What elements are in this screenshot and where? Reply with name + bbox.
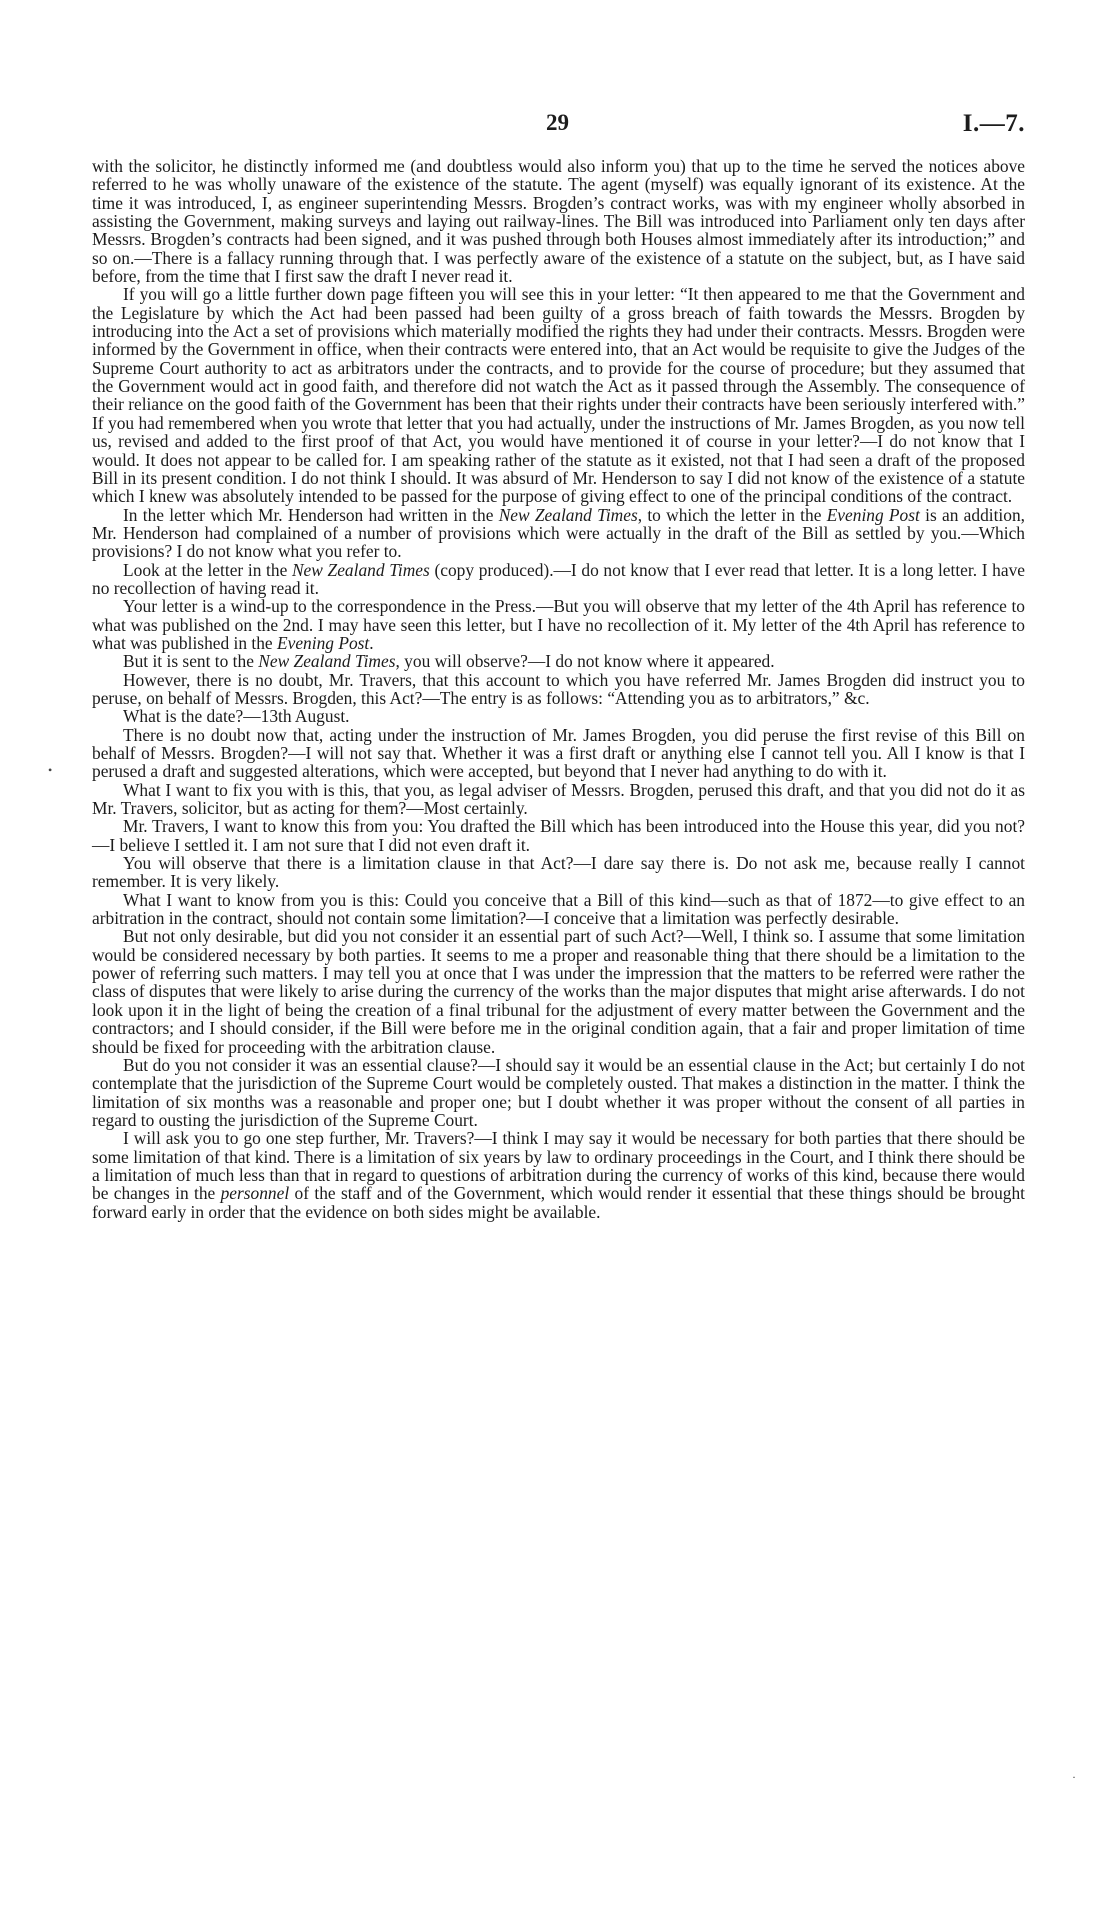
italic-title: personnel (220, 1183, 290, 1204)
paragraph (92, 561, 1025, 598)
page-number: 29 (546, 110, 569, 135)
paragraph-text: (copy produced).—I do not know that I ever read that letter. It is a long letter. I have no recollection of having read it. (92, 559, 1025, 598)
paragraph-text: If you will go a little further down page fifteen you will see this in your letter: “It then appeared to me that the Government and the Legislature by which the Act had been passed had been guilty of a gross breach of faith towards the Messrs. Brogden by introducing into the Act a set of provisions which materially modified the rights they had under their contracts. Messrs. Brogden were informed by the Government in office, when their contracts were entered into, that an Act would be requisite to give the Judges of the Supreme Court authority to act as arbitrators under the contracts, and to provide for the course of procedure; but they assumed that the Government would act in good faith, and therefore did not watch the Act as it passed through the Assembly. The consequence of their reliance on the good faith of the Government has been that their rights under their contracts have been seriously interfered with.” If you had remembered when you wrote that letter that you had actually, under the instructions of Mr. James Brogden, as you now tell us, revised and added to the first proof of that Act, you would have mentioned it of course in your letter?—I do not know that I would. It does not appear to be called for. I am speaking rather of the statute as it existed, not that I had seen a draft of the proposed Bill in its present condition. I do not think I should. It was absurd of Mr. Henderson to say I did not know of the existence of a statute which I knew was absolutely intended to be passed for the purpose of giving effect to one of the principal conditions of the contract. (92, 284, 1025, 507)
paragraph-text: . (369, 632, 374, 653)
paragraph-text: You will observe that there is a limitation clause in that Act?—I dare say there is. Do not ask me, because really I cannot remember. It is very likely. (92, 853, 1025, 892)
paragraph-text: In the letter which Mr. Henderson had written in the (123, 504, 499, 525)
paragraph (92, 157, 1025, 285)
italic-title: Evening Post (277, 632, 370, 653)
paragraph (92, 854, 1025, 891)
italic-title: New Zealand Times (498, 504, 638, 525)
paragraph-text: Mr. Travers, I want to know this from you: You drafted the Bill which has been introduced into the House this year, did you not?—I believe I settled it. I am not sure that I did not even draft it. (92, 816, 1025, 855)
paragraph (92, 506, 1025, 561)
paragraph (92, 726, 1025, 781)
paragraph (92, 891, 1025, 928)
paragraph (92, 285, 1025, 505)
document-reference: I.—7. (962, 110, 1025, 137)
paragraph (92, 927, 1025, 1055)
paragraph-text: Your letter is a wind-up to the correspondence in the Press.—But you will observe that my letter of the 4th April has reference to what was published on the 2nd. I may have seen this letter, but I have no recollection of it. My letter of the 4th April has reference to what was published in the (92, 596, 1025, 653)
paragraph-text: , to which the letter in the (637, 504, 827, 525)
paragraph (92, 597, 1025, 652)
italic-title: New Zealand Times (258, 651, 396, 672)
paragraph (92, 781, 1025, 818)
paragraph-text: But not only desirable, but did you not consider it an essential part of such Act?—Well, I think so. I assume that some limitation would be considered necessary by both parties. It seems to me a proper and reasonable thing that there should be a limitation to the power of referring such matters. I may tell you at once that I was under the impression that the matters to be referred were rather the class of disputes that were likely to arise during the currency of the works than the major disputes that might arise afterwards. I do not look upon it in the light of being the creation of a final tribunal for the adjustment of every matter between the Government and the contractors; and I should consider, if the Bill were before me in the original condition again, that a fair and proper limitation of time should be fixed for proceeding with the arbitration clause. (92, 926, 1025, 1057)
paragraph-text: What is the date?—13th August. (123, 706, 350, 727)
margin-mark-dot: · (1072, 1770, 1076, 1784)
body-text (92, 157, 1025, 1221)
paragraph-text: , you will observe?—I do not know where it appeared. (395, 651, 775, 672)
paragraph-text: What I want to fix you with is this, that you, as legal adviser of Messrs. Brogden, perused this draft, and that you did not do it as Mr. Travers, solicitor, but as acting for them?—Most certainly. (92, 779, 1025, 819)
paragraph-text: What I want to know from you is this: Could you conceive that a Bill of this kind—such as that of 1872—to give effect to an arbitration in the contract, should not contain some limitation?—I conceive that a limitation was perfectly desirable. (92, 889, 1025, 929)
paragraph-text: There is no doubt now that, acting under the instruction of Mr. James Brogden, you did peruse the first revise of this Bill on behalf of Messrs. Brogden?—I will not say that. Whether it was a first draft or anything else I cannot tell you. All I know is that I perused a draft and suggested alterations, which were accepted, but beyond that I never had anything to do with it. (92, 724, 1025, 782)
paragraph (92, 671, 1025, 708)
margin-mark-dot: • (48, 763, 53, 777)
paragraph (92, 1056, 1025, 1129)
paragraph (92, 652, 1025, 670)
paragraph-text: However, there is no doubt, Mr. Travers, that this account to which you have referred Mr. James Brogden did instruct you to peruse, on behalf of Messrs. Brogden, this Act?—The entry is as follows: “Attending you as to arbitrators,” &c. (92, 669, 1025, 708)
italic-title: Evening Post (826, 504, 920, 525)
page-header (90, 110, 1025, 150)
paragraph-text: of the staff and of the Government, which would render it essential that these things should be brought forward early in order that the evidence on both sides might be available. (92, 1183, 1025, 1222)
paragraph-text: But do you not consider it was an essential clause?—I should say it would be an essential clause in the Act; but certainly I do not contemplate that the jurisdiction of the Supreme Court would be completely ousted. That makes a distinction in the matter. I think the limitation of six months was a reasonable and proper one; but I doubt whether it was proper without the consent of all parties in regard to ousting the jurisdiction of the Supreme Court. (92, 1054, 1025, 1130)
paragraph (92, 1129, 1025, 1221)
italic-title: New Zealand Times (291, 559, 430, 580)
paragraph-text: is an addition, Mr. Henderson had complained of a number of provisions which were actually in the draft of the Bill as settled by you.—Which provisions? I do not know what you refer to. (92, 504, 1025, 562)
paragraph-text: I will ask you to go one step further, Mr. Travers?—I think I may say it would be necessary for both parties that there should be some limitation of that kind. There is a limitation of six years by law to ordinary proceedings in the Court, and I think there should be a limitation of much less than that in regard to questions of arbitration during the currency of works of this kind, because there would be changes in the (92, 1128, 1025, 1204)
paragraph-text: Look at the letter in the (123, 559, 292, 580)
paragraph (92, 817, 1025, 854)
paragraph-text: with the solicitor, he distinctly informed me (and doubtless would also inform you) that up to the time he served the notices above referred to he was wholly unaware of the existence of the statute. The agent (myself) was equally ignorant of its existence. At the time it was introduced, I, as engineer superintending Messrs. Brogden’s contract works, was with my engineer wholly absorbed in assisting the Government, making surveys and laying out railway-lines. The Bill was introduced into Parliament only ten days after Messrs. Brogden’s contracts had been signed, and it was pushed through both Houses almost immediately after its introduction;” and so on.—There is a fallacy running through that. I was perfectly aware of the existence of a statute on the subject, but, as I have said before, from the time that I first saw the draft I never read it. (92, 156, 1025, 287)
paragraph-text: But it is sent to the (123, 651, 259, 672)
paragraph (92, 707, 1025, 725)
